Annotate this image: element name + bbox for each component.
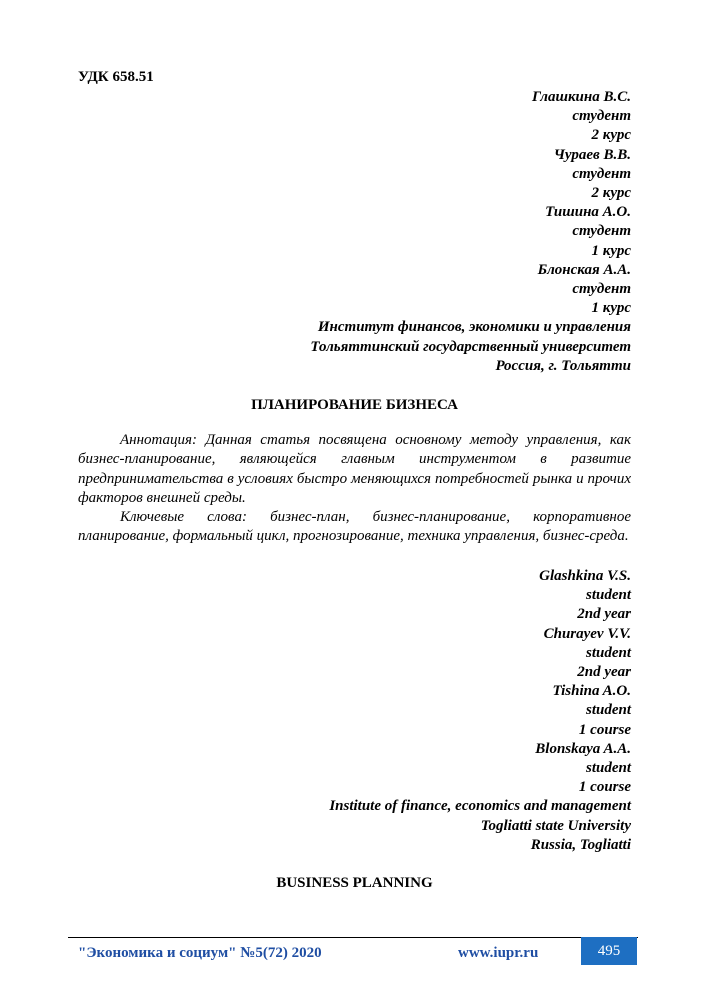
author-line: 1 course (578, 721, 631, 738)
article-title-ru: ПЛАНИРОВАНИЕ БИЗНЕСА (251, 397, 458, 413)
author-line: student (585, 760, 631, 777)
author-line: Glashkina V.S. (539, 568, 631, 584)
author-line: Глашкина В.С. (532, 89, 631, 105)
author-line: Чураев В.В. (553, 146, 631, 163)
author-line: 2nd year (577, 606, 631, 623)
affiliation-line: Тольяттинский государственный университет (310, 338, 631, 355)
affiliation-line: Russia, Togliatti (530, 836, 631, 853)
author-line: student (585, 587, 631, 604)
affiliation-line: Институт финансов, экономики и управления (317, 319, 631, 336)
footer-journal-name: "Экономика и социум" №5(72) 2020 (78, 945, 322, 961)
authors-block-ru (310, 88, 631, 376)
author-line: student (585, 702, 631, 719)
author-line: 2 курс (591, 127, 631, 144)
author-line: студент (572, 108, 631, 125)
author-line: 2 курс (591, 185, 631, 202)
article-title-en: BUSINESS PLANNING (276, 875, 433, 891)
authors-block-en (329, 567, 631, 855)
keywords-paragraph: Ключевые слова: бизнес-план, бизнес-планирование, корпоративное планирование, формальный цикл, прогнозирование, техника управления, бизнес-среда. (78, 509, 631, 545)
author-line: Tishina A.O. (552, 683, 631, 700)
author-line: Blonskaya A.A. (535, 740, 631, 757)
abstract-block (78, 431, 631, 547)
author-line: student (585, 644, 631, 661)
footer-website-link[interactable]: www.iupr.ru (458, 945, 539, 961)
affiliation-line: Togliatti state University (480, 817, 631, 834)
affiliation-line: Institute of finance, economics and management (329, 798, 631, 815)
page-number-badge: 495 (581, 937, 637, 965)
author-line: студент (572, 281, 631, 298)
affiliation-line: Россия, г. Тольятти (495, 357, 631, 374)
author-line: Тишина А.О. (545, 204, 631, 221)
author-line: 2nd year (577, 664, 631, 681)
author-line: 1 курс (591, 300, 631, 317)
annotation-paragraph: Аннотация: Данная статья посвящена основному методу управления, как бизнес-планирование, являющейся главным инструментом в развитие предпринимательства в условиях быстро меняющихся потребностей рынка и прочих факторов внешней среды. (78, 432, 631, 506)
author-line: 1 курс (591, 242, 631, 259)
footer-divider (68, 937, 638, 938)
udk-code: УДК 658.51 (78, 69, 154, 85)
author-line: студент (572, 165, 631, 182)
author-line: Churayev V.V. (543, 625, 631, 642)
author-line: 1 course (578, 779, 631, 796)
author-line: Блонская А.А. (537, 261, 631, 278)
author-line: студент (572, 223, 631, 240)
